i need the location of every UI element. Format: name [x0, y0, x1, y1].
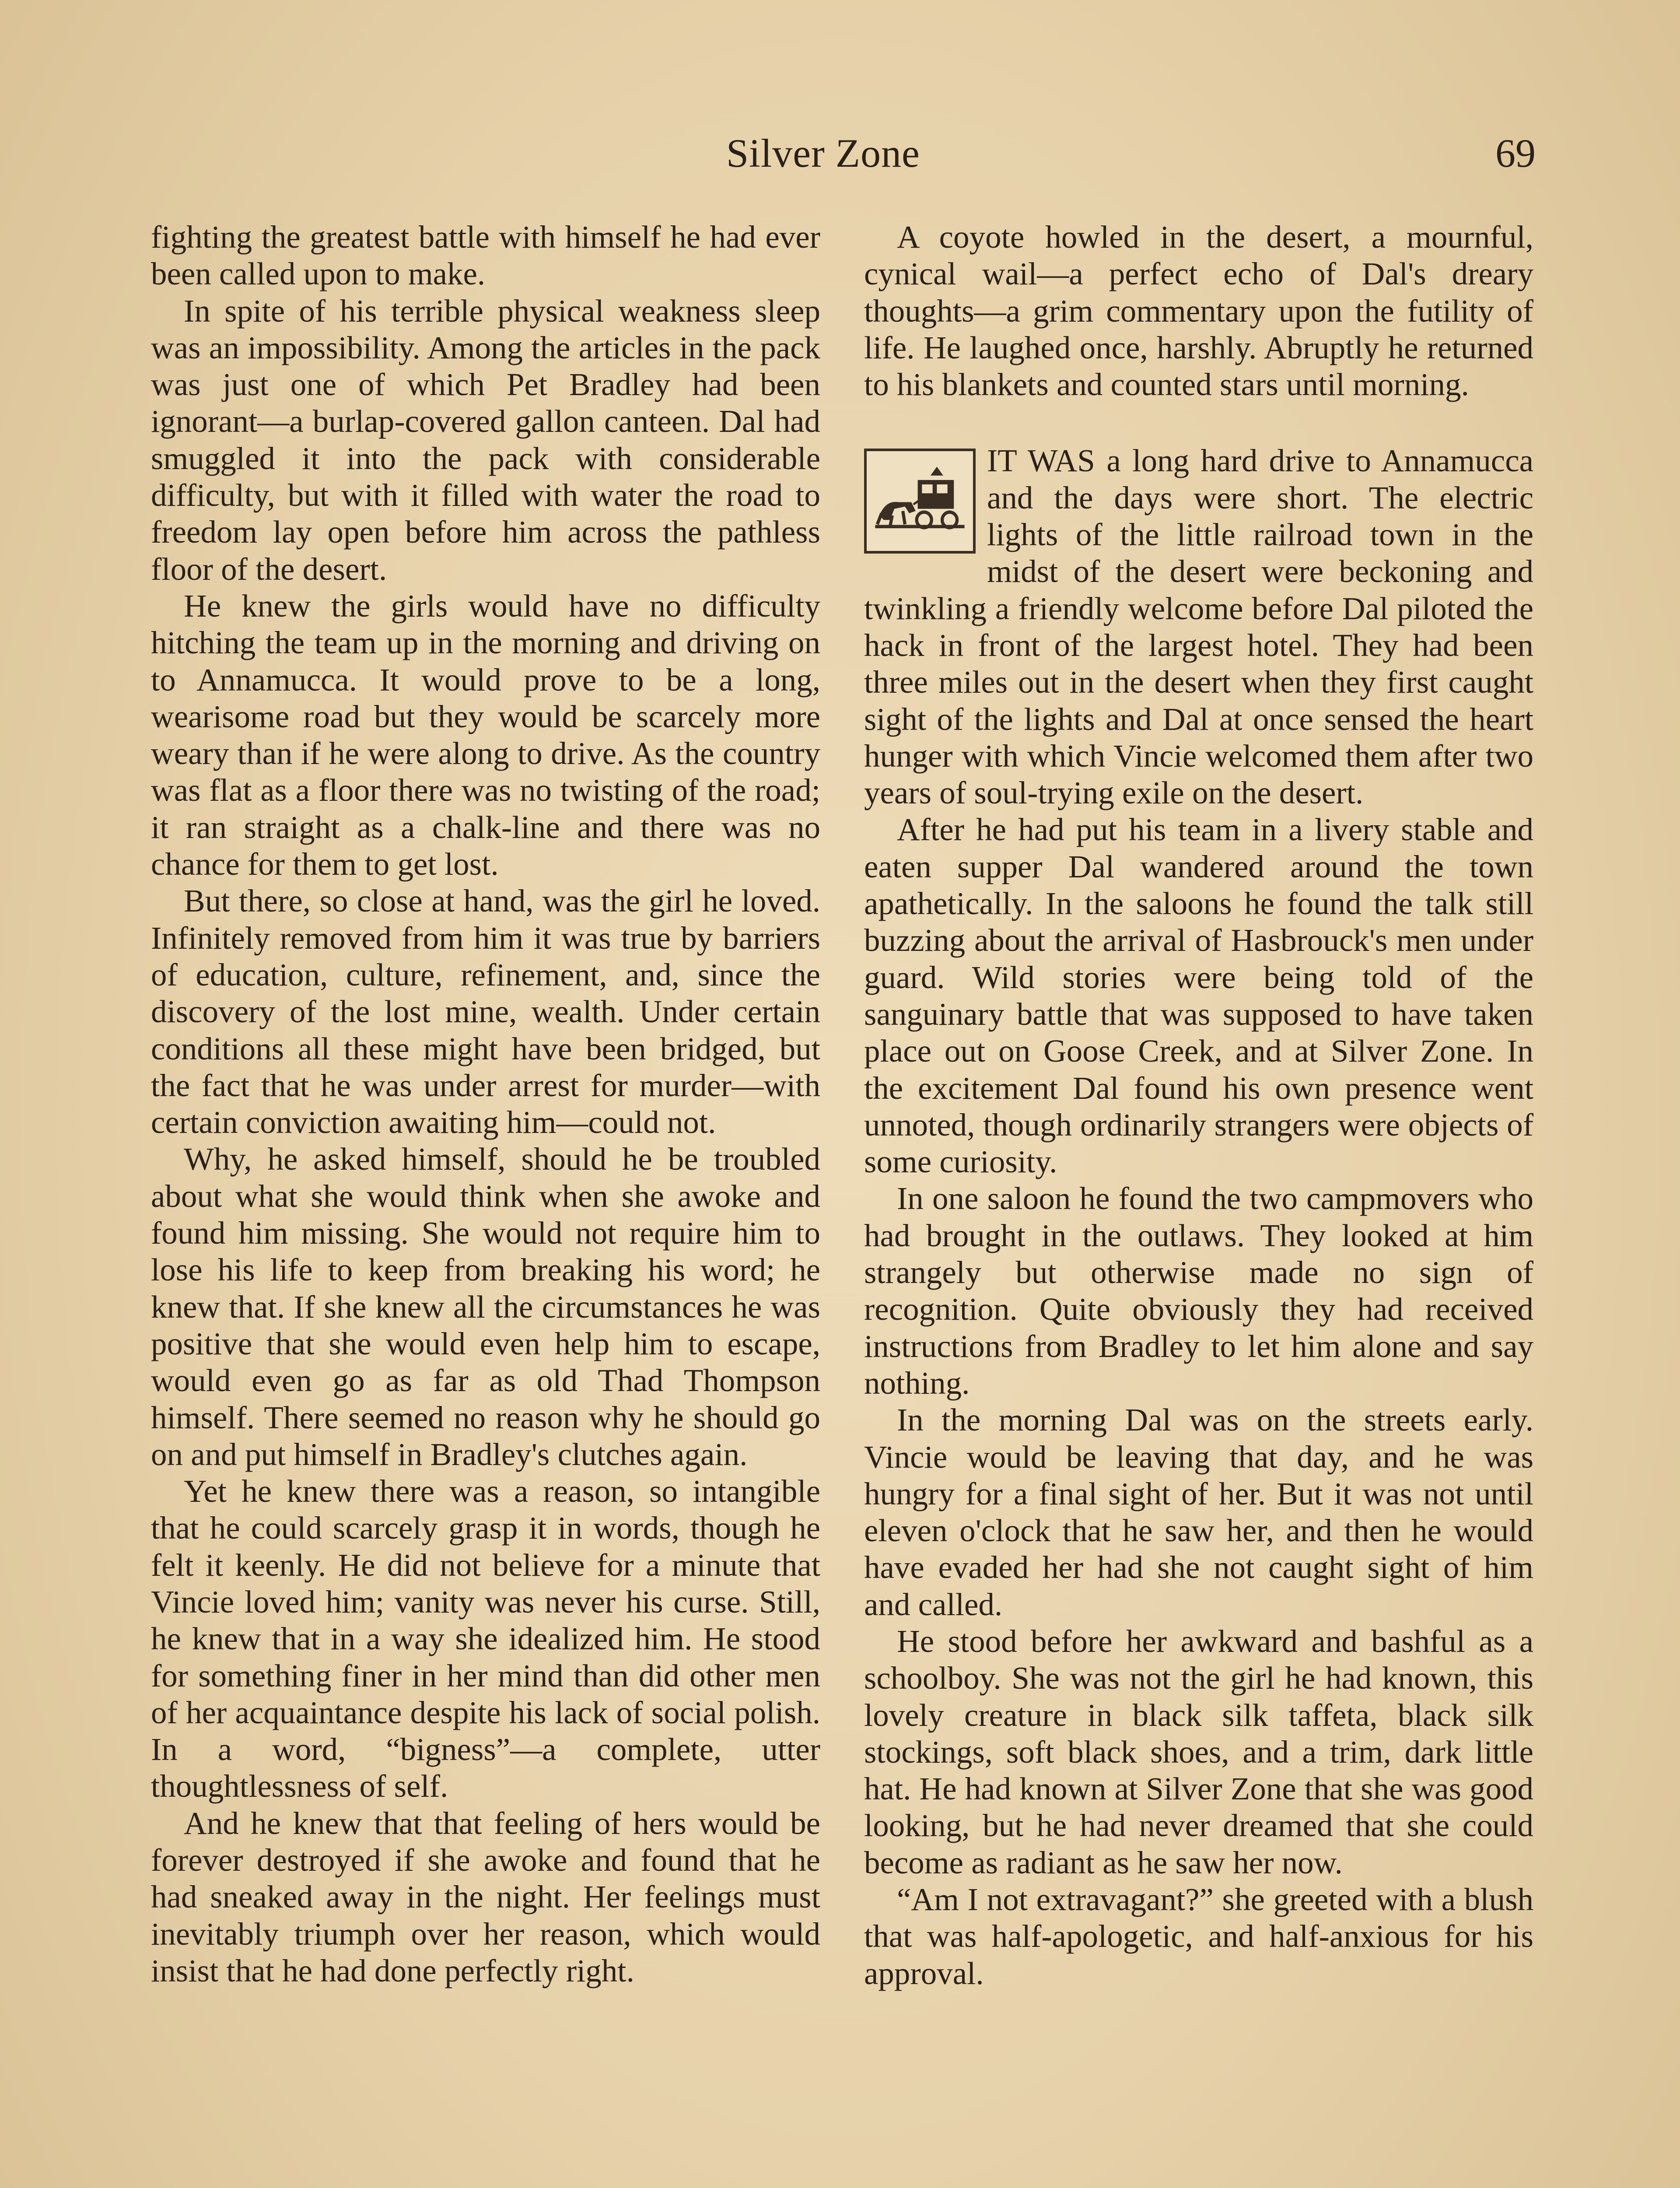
paragraph: fighting the greatest battle with himself he had ever been called upon to make. [151, 219, 820, 292]
stagecoach-icon [864, 449, 976, 554]
drop-paragraph: IT WAS a long hard drive to Annamucca and the days were short. The electric lights of the little railroad town in the midst of the desert were beckoning and twinkling a friendly welcome before Dal piloted the hack in front of the largest hotel. They had been three miles out in the desert when they first caught sight of the lights and Dal at once sensed the heart hunger with which Vincie welcomed them after two years of soul-trying exile on the desert. [864, 443, 1533, 811]
running-head [0, 127, 1680, 179]
paragraph: And he knew that that feeling of hers would be forever destroyed if she awoke and found that he had sneaked away in the night. Her feelings must inevitably triumph over her reason, which would insist that he had done perfectly right. [151, 1805, 820, 1988]
paragraph: A coyote howled in the desert, a mournful, cynical wail—a perfect echo of Dal's dreary thoughts—a grim commentary upon the futility of life. He laughed once, harshly. Abruptly he returned to his blankets and counted stars until morning. [864, 219, 1533, 403]
paragraph: “Am I not extravagant?” she greeted with a blush that was half-apologetic, and half-anxious for his approval. [864, 1882, 1533, 1991]
paragraph: In the morning Dal was on the streets early. Vincie would be leaving that day, and he was hungry for a final sight of her. But it was not until eleven o'clock that he saw her, and then he would have evaded her had she not caught sight of him and called. [864, 1402, 1533, 1622]
paragraph: He knew the girls would have no difficulty hitching the team up in the morning and driving on to Annamucca. It would prove to be a long, wearisome road but they would be scarcely more weary than if he were along to drive. As the country was flat as a floor there was no twisting of the road; it ran straight as a chalk-line and there was no chance for them to get lost. [151, 588, 820, 882]
paragraph: In spite of his terrible physical weakness sleep was an impossibility. Among the articles in the pack was just one of which Pet Bradley had been ignorant—a burlap-covered gallon canteen. Dal had smuggled it into the pack with considerable difficulty, but with it filled with water the road to freedom lay open before him across the pathless floor of the desert. [151, 293, 820, 587]
paragraph: Yet he knew there was a reason, so intangible that he could scarcely grasp it in words, though he felt it keenly. He did not believe for a minute that Vincie loved him; vanity was never his curse. Still, he knew that in a way she idealized him. He stood for something finer in her mind than did other men of her acquaintance despite his lack of social polish. In a word, “bigness”—a complete, utter thoughtlessness of self. [151, 1473, 820, 1804]
paragraph: Why, he asked himself, should he be troubled about what she would think when she awoke and found him missing. She would not require him to lose his life to keep from breaking his word; he knew that. If she knew all the circumstances he was positive that she would even help him to escape, would even go as far as old Thad Thompson himself. There seemed no reason why he should go on and put himself in Bradley's clutches again. [151, 1141, 820, 1472]
running-title: Silver Zone [726, 131, 920, 175]
left-column [151, 219, 820, 1989]
paragraph: But there, so close at hand, was the girl he loved. Infinitely removed from him it was true by barriers of education, culture, refinement, and, since the discovery of the lost mine, wealth. Under certain conditions all these might have been bridged, but the fact that he was under arrest for murder—with certain conviction awaiting him—could not. [151, 883, 820, 1140]
paragraph: After he had put his team in a livery stable and eaten supper Dal wandered around the town apathetically. In the saloons he found the talk still buzzing about the arrival of Hasbrouck's men under guard. Wild stories were being told of the sanguinary battle that was supposed to have taken place out on Goose Creek, and at Silver Zone. In the excitement Dal found his own presence went unnoted, though ordinarily strangers were objects of some curiosity. [864, 812, 1533, 1180]
right-column [864, 219, 1533, 1992]
page-number: 69 [1495, 131, 1536, 175]
paragraph: He stood before her awkward and bashful as a schoolboy. She was not the girl he had known, this lovely creature in black silk taffeta, black silk stockings, soft black shoes, and a trim, dark little hat. He had known at Silver Zone that she was good looking, but he had never dreamed that she could become as radiant as he saw her now. [864, 1623, 1533, 1880]
section-break [864, 403, 1533, 442]
paragraph: In one saloon he found the two campmovers who had brought in the outlaws. They looked at him strangely but otherwise made no sign of recognition. Quite obviously they had received instructions from Bradley to let him alone and say nothing. [864, 1181, 1533, 1401]
